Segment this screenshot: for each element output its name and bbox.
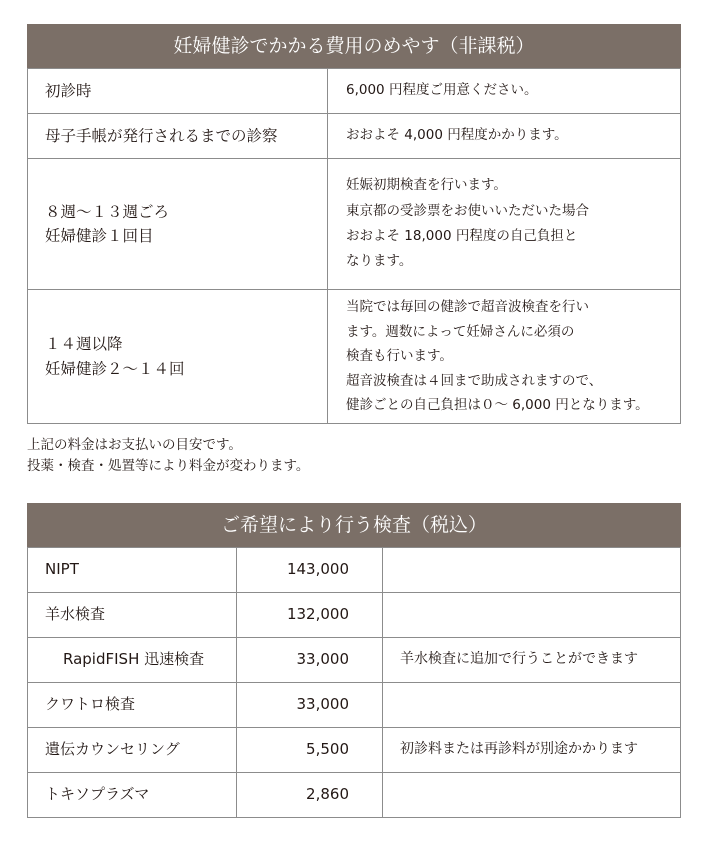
test-note: 初診料または再診料が別途かかります bbox=[383, 728, 681, 773]
test-price: 5,500 bbox=[237, 728, 383, 773]
test-note bbox=[383, 548, 681, 593]
row-label: 初診時 bbox=[28, 69, 328, 114]
row-label: ８週～１３週ごろ 妊婦健診１回目 bbox=[28, 159, 328, 290]
test-price: 33,000 bbox=[237, 638, 383, 683]
row-description: 6,000 円程度ご用意ください。 bbox=[328, 69, 681, 114]
checkup-cost-table bbox=[27, 68, 681, 424]
row-label: 母子手帳が発行されるまでの診察 bbox=[28, 114, 328, 159]
test-name: NIPT bbox=[28, 548, 237, 593]
table-row bbox=[28, 69, 681, 114]
table-row bbox=[28, 159, 681, 290]
optional-tests-section bbox=[27, 503, 681, 818]
row-description: 当院では毎回の健診で超音波検査を行い ます。週数によって妊婦さんに必須の 検査も行います。 超音波検査は４回まで助成されますので、 健診ごとの自己負担は０～ 6,000 円となります。 bbox=[328, 290, 681, 424]
pregnancy-checkup-cost-section bbox=[27, 24, 681, 424]
test-note bbox=[383, 683, 681, 728]
table-row bbox=[28, 593, 681, 638]
test-price: 2,860 bbox=[237, 773, 383, 818]
test-name: クワトロ検査 bbox=[28, 683, 237, 728]
test-name: RapidFISH 迅速検査 bbox=[28, 638, 237, 683]
table-row bbox=[28, 773, 681, 818]
test-note: 羊水検査に追加で行うことができます bbox=[383, 638, 681, 683]
test-price: 143,000 bbox=[237, 548, 383, 593]
table-row bbox=[28, 683, 681, 728]
fee-notes bbox=[27, 435, 309, 477]
test-name: 遺伝カウンセリング bbox=[28, 728, 237, 773]
optional-tests-table bbox=[27, 547, 681, 818]
row-description: 妊娠初期検査を行います。 東京都の受診票をお使いいただいた場合 おおよそ 18,000 円程度の自己負担と なります。 bbox=[328, 159, 681, 290]
test-name: トキソプラズマ bbox=[28, 773, 237, 818]
test-price: 132,000 bbox=[237, 593, 383, 638]
section2-title: ご希望により行う検査（税込） bbox=[27, 503, 681, 547]
section1-title: 妊婦健診でかかる費用のめやす（非課税） bbox=[27, 24, 681, 68]
row-label: １４週以降 妊婦健診２～１４回 bbox=[28, 290, 328, 424]
note-line: 投薬・検査・処置等により料金が変わります。 bbox=[27, 458, 310, 474]
table-row bbox=[28, 638, 681, 683]
table-row bbox=[28, 548, 681, 593]
test-price: 33,000 bbox=[237, 683, 383, 728]
table-row bbox=[28, 728, 681, 773]
table-row bbox=[28, 114, 681, 159]
test-name: 羊水検査 bbox=[28, 593, 237, 638]
row-description: おおよそ 4,000 円程度かかります。 bbox=[328, 114, 681, 159]
test-note bbox=[383, 593, 681, 638]
table-row bbox=[28, 290, 681, 424]
test-note bbox=[383, 773, 681, 818]
note-line: 上記の料金はお支払いの目安です。 bbox=[27, 437, 242, 453]
